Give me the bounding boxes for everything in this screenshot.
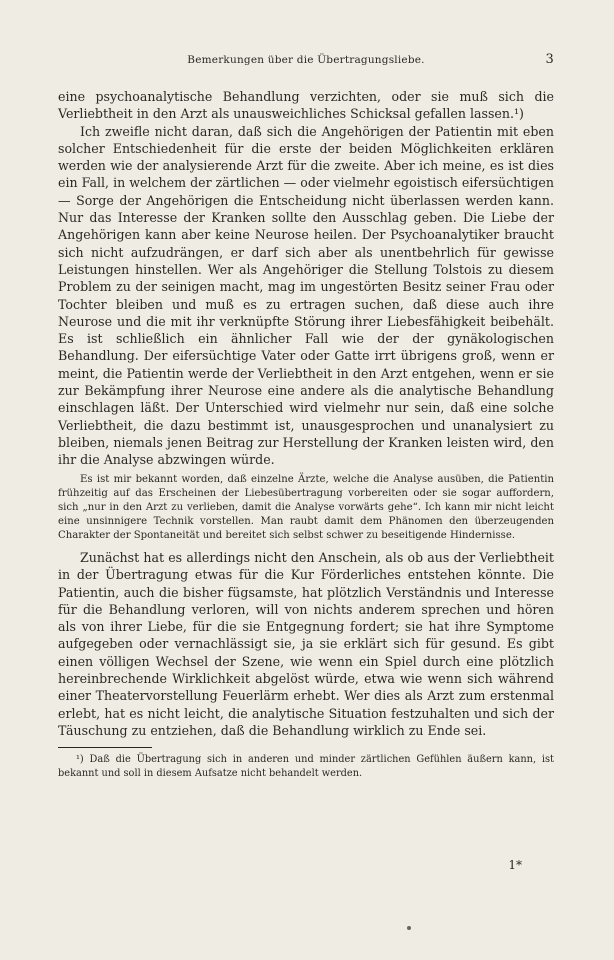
- ink-dot: [407, 926, 411, 930]
- running-title: Bemerkungen über die Übertragungsliebe.: [187, 54, 425, 66]
- paragraph-1: eine psychoanalytische Behandlung verzichten, oder sie muß sich die Verliebtheit in den Arzt als unausweichliches Schicksal gefallen lassen.¹): [58, 89, 554, 122]
- page-number: 3: [545, 52, 554, 67]
- signature-mark: 1*: [508, 858, 522, 872]
- running-head: [58, 54, 554, 70]
- footnote: ¹) Daß die Übertragung sich in anderen und minder zärtlichen Gefühlen äußern kann, ist bekannt und soll in diesem Aufsatze nicht behandelt werden.: [58, 754, 554, 780]
- body-text: [58, 88, 554, 781]
- paragraph-3-small-print: Es ist mir bekannt worden, daß einzelne Ärzte, welche die Analyse ausüben, die Patientin frühzeitig auf das Erscheinen der Liebesübertragung vorbereiten oder sie sogar auffordern, sich „nur in den Arzt zu verlieben, damit die Analyse vorwärts gehe“. Ich kann mir nicht leicht eine unsinnigere Technik vorstellen. Man raubt damit dem Phänomen den überzeugenden Charakter der Spontaneität und bereitet sich selbst schwer zu beseitigende Hindernisse.: [58, 473, 554, 541]
- paragraph-4: Zunächst hat es allerdings nicht den Anschein, als ob aus der Verliebtheit in der Übertragung etwas für die Kur Förderliches entstehen könnte. Die Patientin, auch die bisher fügsamste, hat plötzlich Verständnis und Interesse für die Behandlung verloren, will von nichts anderem sprechen und hören als von ihrer Liebe, für die sie Entgegnung fordert; sie hat ihre Symptome aufgegeben oder vernachlässigt sie, ja sie erklärt sich für gesund. Es gibt einen völligen Wechsel der Szene, wie wenn ein Spiel durch eine plötzlich hereinbrechende Wirklichkeit abgelöst würde, etwa wie wenn sich während einer Theatervorstellung Feuerlärm erhebt. Wer dies als Arzt zum erstenmal erlebt, hat es nicht leicht, die analytische Situation festzuhalten und sich der Täuschung zu entziehen, daß die Behandlung wirklich zu Ende sei.: [58, 550, 554, 738]
- footnote-rule: [58, 747, 152, 748]
- paragraph-2: Ich zweifle nicht daran, daß sich die Angehörigen der Patientin mit eben solcher Entschiedenheit für die erste der beiden Möglichkeiten erklären werden wie der analysierende Arzt für die zweite. Aber ich meine, es ist dies ein Fall, in welchem der zärtlichen — oder vielmehr egoistisch eifersüchtigen — Sorge der Angehörigen die Entscheidung nicht überlassen werden kann. Nur das Interesse der Kranken sollte den Ausschlag geben. Die Liebe der Angehörigen kann aber keine Neurose heilen. Der Psychoanalytiker braucht sich nicht aufzudrängen, er darf sich aber als unentbehrlich für gewisse Leistungen hinstellen. Wer als Angehöriger die Stellung Tolstois zu diesem Problem zu der seinigen macht, mag im ungestörten Besitz seiner Frau oder Tochter bleiben und muß es zu ertragen suchen, daß diese auch ihre Neurose und die mit ihr verknüpfte Störung ihrer Liebesfähigkeit beibehält. Es ist schließlich ein ähnlicher Fall wie der der gynäkologischen Behandlung. Der eifersüchtige Vater oder Gatte irrt übrigens groß, wenn er meint, die Patientin werde der Verliebtheit in den Arzt entgehen, wenn er sie zur Bekämpfung ihrer Neurose eine andere als die analytische Behandlung einschlagen läßt. Der Unterschied wird vielmehr nur sein, daß eine solche Verliebtheit, die dazu bestimmt ist, unausgesprochen und unanalysiert zu bleiben, niemals jenen Beitrag zur Herstellung der Kranken leisten wird, den ihr die Analyse abzwingen würde.: [58, 123, 554, 468]
